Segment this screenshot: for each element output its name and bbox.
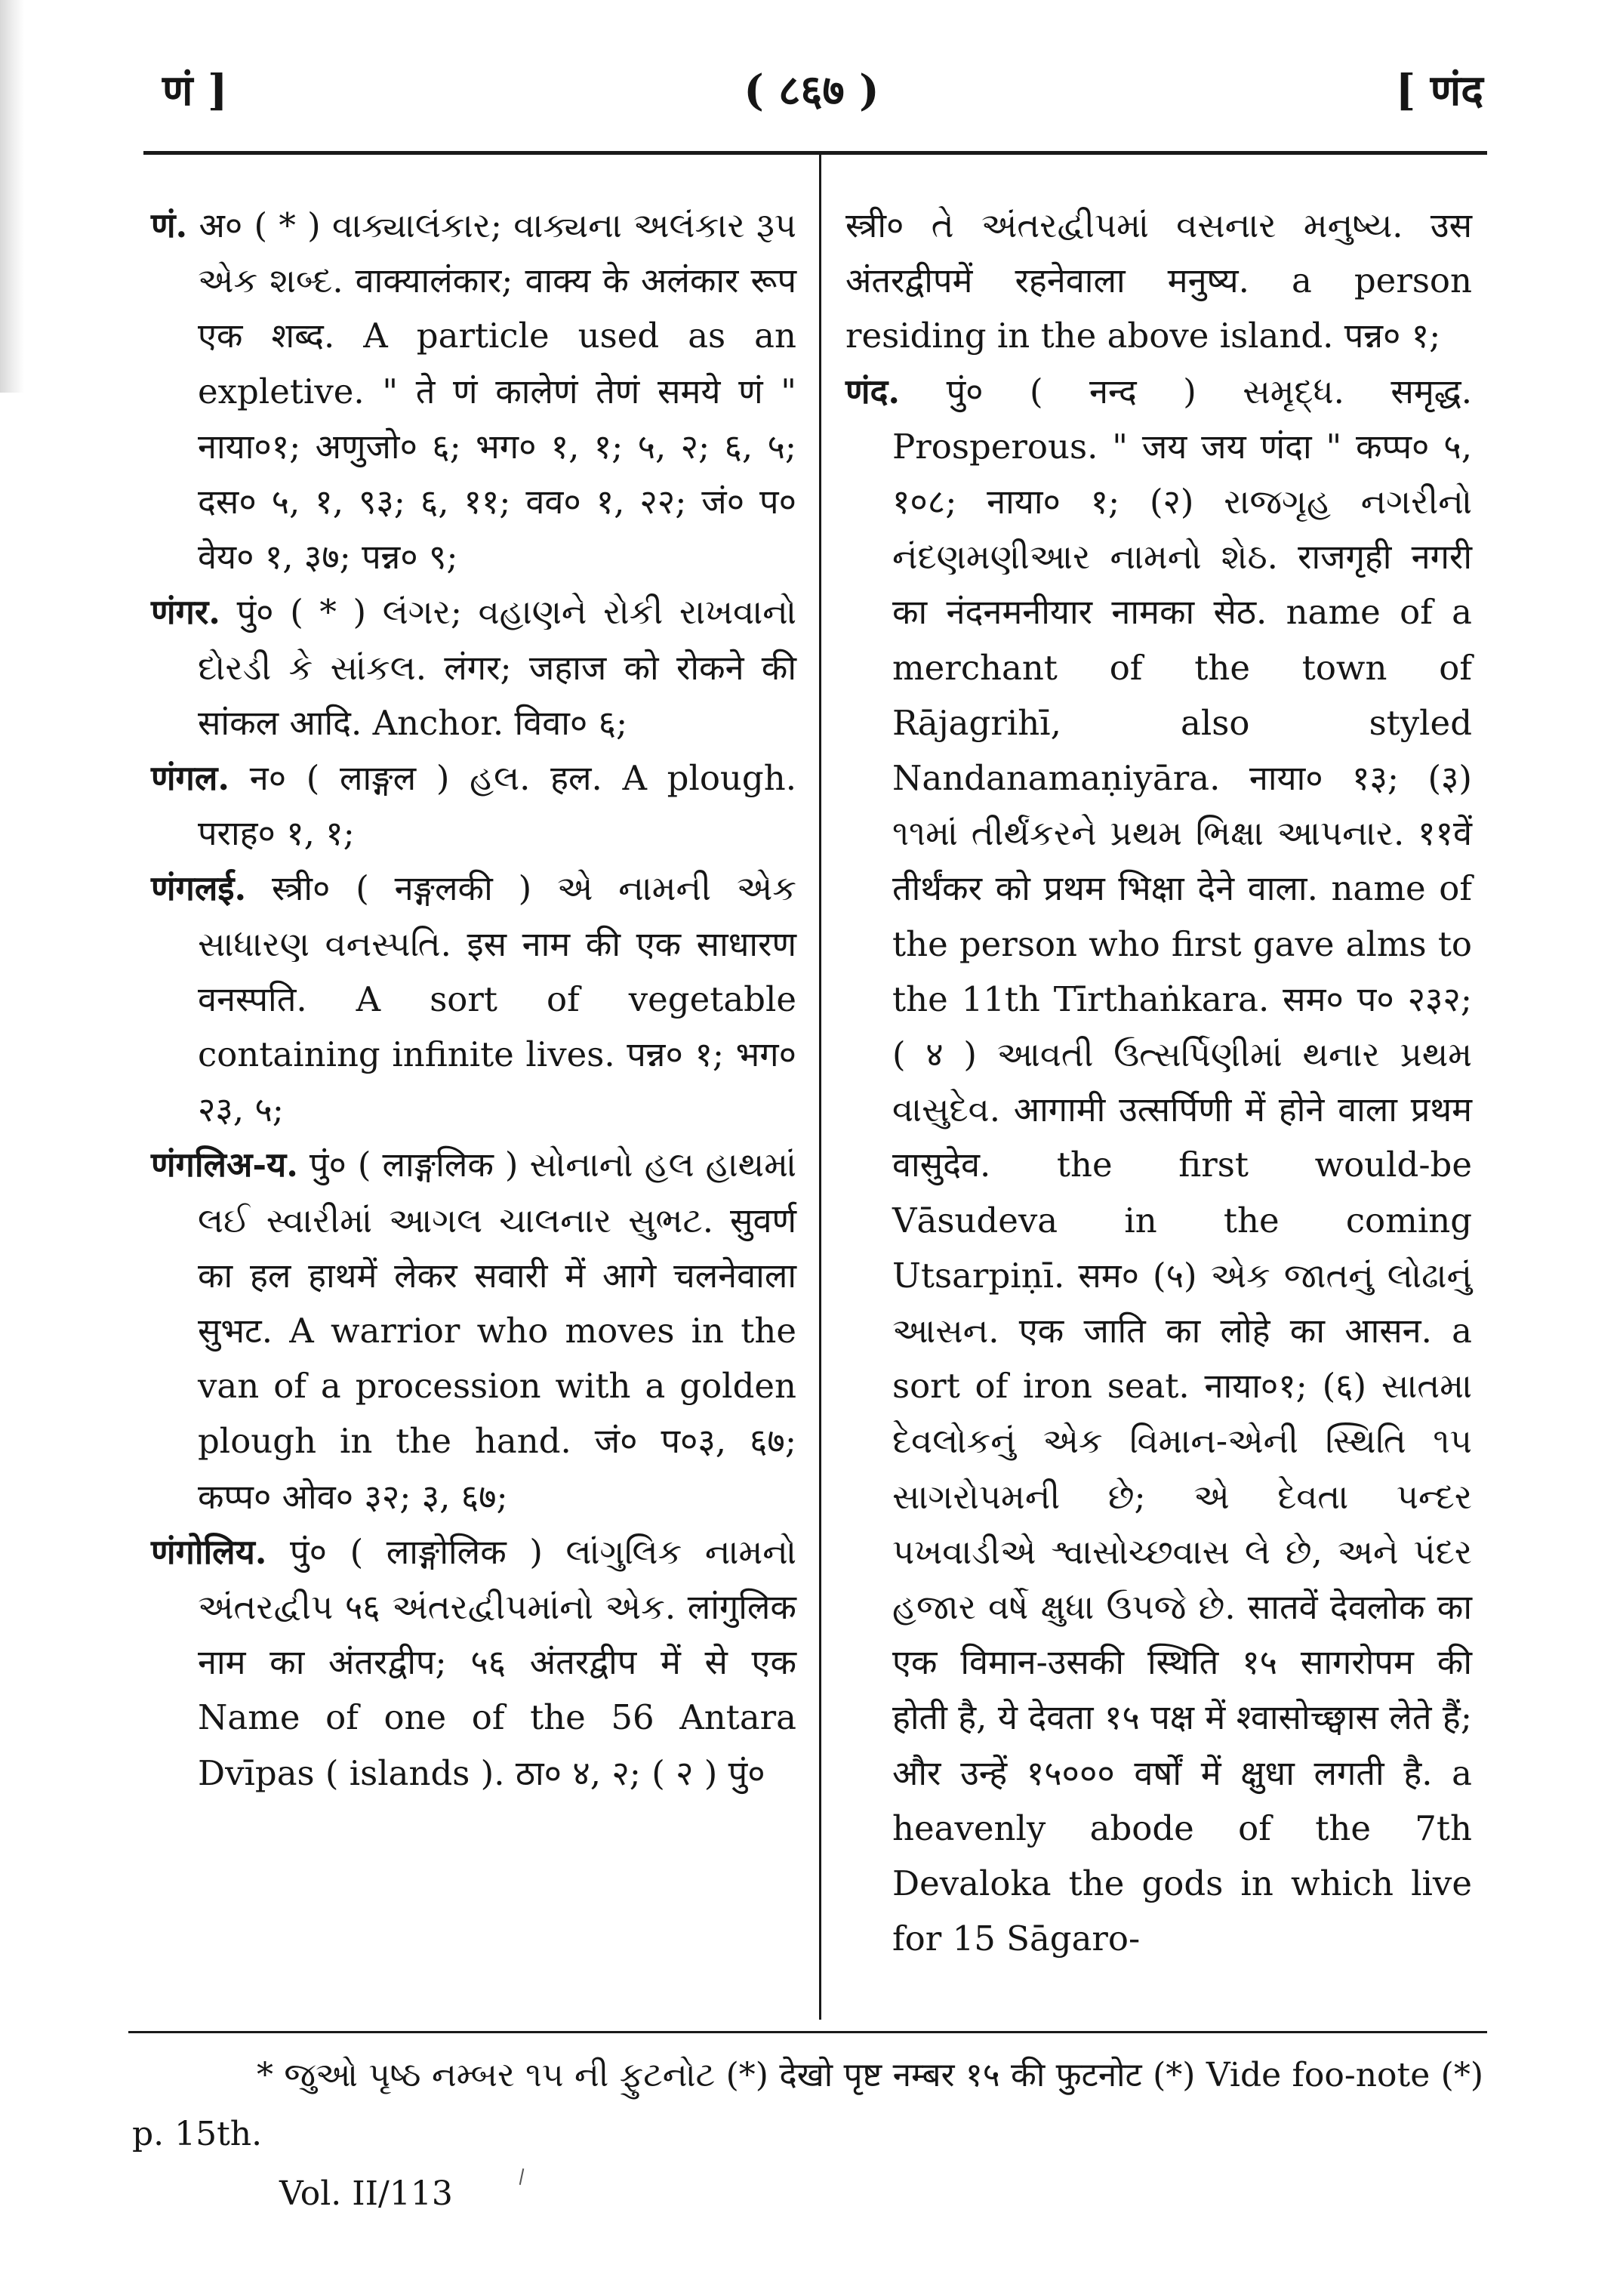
header-left-guide-word: णं ] (162, 66, 228, 116)
entry-text: पुं० ( * ) લંગર; વહાણને રોકી રાખવાનો દોરડી કે સાંકલ. लंगर; जहाज को रोकने की सांकल आदि. Anchor. विवा० ६; (198, 592, 796, 743)
page-header (0, 53, 1623, 136)
entry-headword: णंगलिअ-य. (151, 1145, 298, 1185)
column-divider (819, 155, 821, 2020)
header-right-guide-word: [ णंद (1395, 66, 1483, 116)
footnote: * જુઓ પૃષ્ઠ નમ્બર ૧૫ ની ફુટનોટ (*) देखो पृष्ट नम्बर १५ की फुटनोट (*) Vide foo-note (*) p. 15th. (132, 2056, 1483, 2153)
entry-headword: णंगल. (151, 758, 230, 799)
entry-headword: णंगलई. (151, 868, 247, 909)
dictionary-entry (151, 750, 796, 861)
entry-headword: णं. (151, 205, 188, 245)
entry-headword: णंगोलिय. (151, 1531, 267, 1572)
entry-text: न० ( लाङ्गल ) હલ. हल. A plough. पराह० १, १; (198, 758, 796, 854)
dictionary-entry (151, 584, 796, 750)
header-rule (143, 151, 1487, 155)
left-column (151, 198, 796, 1801)
right-column (845, 198, 1472, 1967)
dictionary-entry (151, 198, 796, 584)
entry-text: पुं० ( लाङ्गोलिक ) લાંગુલિક નામનો અંતરદ્વીપ ५६ અંતરદ્વીપમાંનો એક. लांगुलिक नाम का अंतरद्वीप; ५६ अंतरद्वीप में से एक Name of one of the 56 Antara Dvīpas ( islands ). ठा० ४, २; ( २ ) पुं० (198, 1531, 796, 1793)
dictionary-entry (845, 364, 1472, 1967)
entry-headword: णंगर. (151, 592, 220, 633)
entry-continuation: स्त्री० તે અંતરદ્વીપમાં વસનાર મનુષ્ય. उस अंतरद्वीपमें रहनेवाला मनुष्य. a person residing in the above island. पन्न० १; (845, 205, 1472, 356)
dictionary-entry (151, 1137, 796, 1524)
volume-signature: Vol. II/113 (279, 2174, 453, 2213)
entry-text: पुं० ( लाङ्गलिक ) સોનાનો હલ હાથમાં લઈ સ્વારીમાં આગલ ચાલનાર સુભટ. सुवर्ण का हल हाथमें लेकर सवारी में आगे चलनेवाला सुभट. A warrior who moves in the van of a procession with a golden plough in the hand. जं० प०३, ६७; कप्प० ओव० ३२; ३, ६७; (198, 1145, 796, 1517)
dictionary-entry (151, 861, 796, 1137)
page-number: ( ८६७ ) (744, 66, 879, 116)
entry-headword: णंद. (845, 371, 901, 411)
entry-text: अ० ( * ) વાક્યાલંકાર; વાક્યના અલંકાર રૂપ એક શબ્દ. वाक्यालंकार; वाक्य के अलंकार रूप एक शब्द. A particle used as an expletive. " ते णं कालेणं तेणं समये णं " नाया०१; अणुजो० ६; भग० १, १; ५, २; ६, ५; दस० ५, १, ९३; ६, ११; वव० १, २२; जं० प० वेय० १, ३७; पन्न० ९; (198, 205, 796, 578)
dictionary-entry (151, 1524, 796, 1801)
footnote-rule (128, 2031, 1487, 2033)
entry-text: स्त्री० ( नङ्गलकी ) એ નામની એક સાધારણ વનસ્પતિ. इस नाम की एक साधारण वनस्पति. A sort of vegetable containing infinite lives. पन्न० १; भग० २३, ५; (198, 868, 796, 1130)
entry-text: पुं० ( नन्द ) સમૃદ્ધ. समृद्ध. Prosperous. " जय जय णंदा " कप्प० ५, १०८; नाया० १; (२) રાજગૃહ નગરીનો નંદણમણીઆર નામનો શેઠ. राजगृही नगरी का नंदनमनीयार नामका सेठ. name of a merchant of the town of Rājagrihī, also styled Nandanamaṇiyāra. नाया० १३; (३) ૧૧માં તીર્થંકરને પ્રથમ ભિક્ષા આપનાર. ११वें तीर्थंकर को प्रथम भिक्षा देने वाला. name of the person who first gave alms to the 11th Tīrthaṅkara. सम० प० २३२; ( ४ ) આવતી ઉત્સર્પિણીમાં થનાર પ્રથમ વાસુદેવ. आगामी उत्सर्पिणी में होने वाला प्रथम वासुदेव. the first would-be Vāsudeva in the coming Utsarpiṇī. सम० (५) એક જાતનું લોઢાનું આસન. एक जाति का लोहे का आसन. a sort of iron seat. नाया०१; (६) સાતમા દેવલોકનું એક વિમાન-એની સ્થિતિ ૧૫ સાગરોપમની છે; એ દેવતા પન્દર પખવાડીએ શ્વાસોચ્છવાસ લે છે, અને પંદર હજાર વર્ષે ક્ષુધા ઉપજે છે. सातवें देवलोक का एक विमान-उसकी स्थिति १५ सागरोपम की होती है, ये देवता १५ पक्ष में श्वासोच्छ्वास लेते हैं; और उन्हें १५००० वर्षों में क्षुधा लगती है. a heavenly abode of the 7th Devaloka the gods in which live for 15 Sāgaro- (892, 371, 1472, 1959)
stray-ink-mark (519, 2168, 525, 2185)
